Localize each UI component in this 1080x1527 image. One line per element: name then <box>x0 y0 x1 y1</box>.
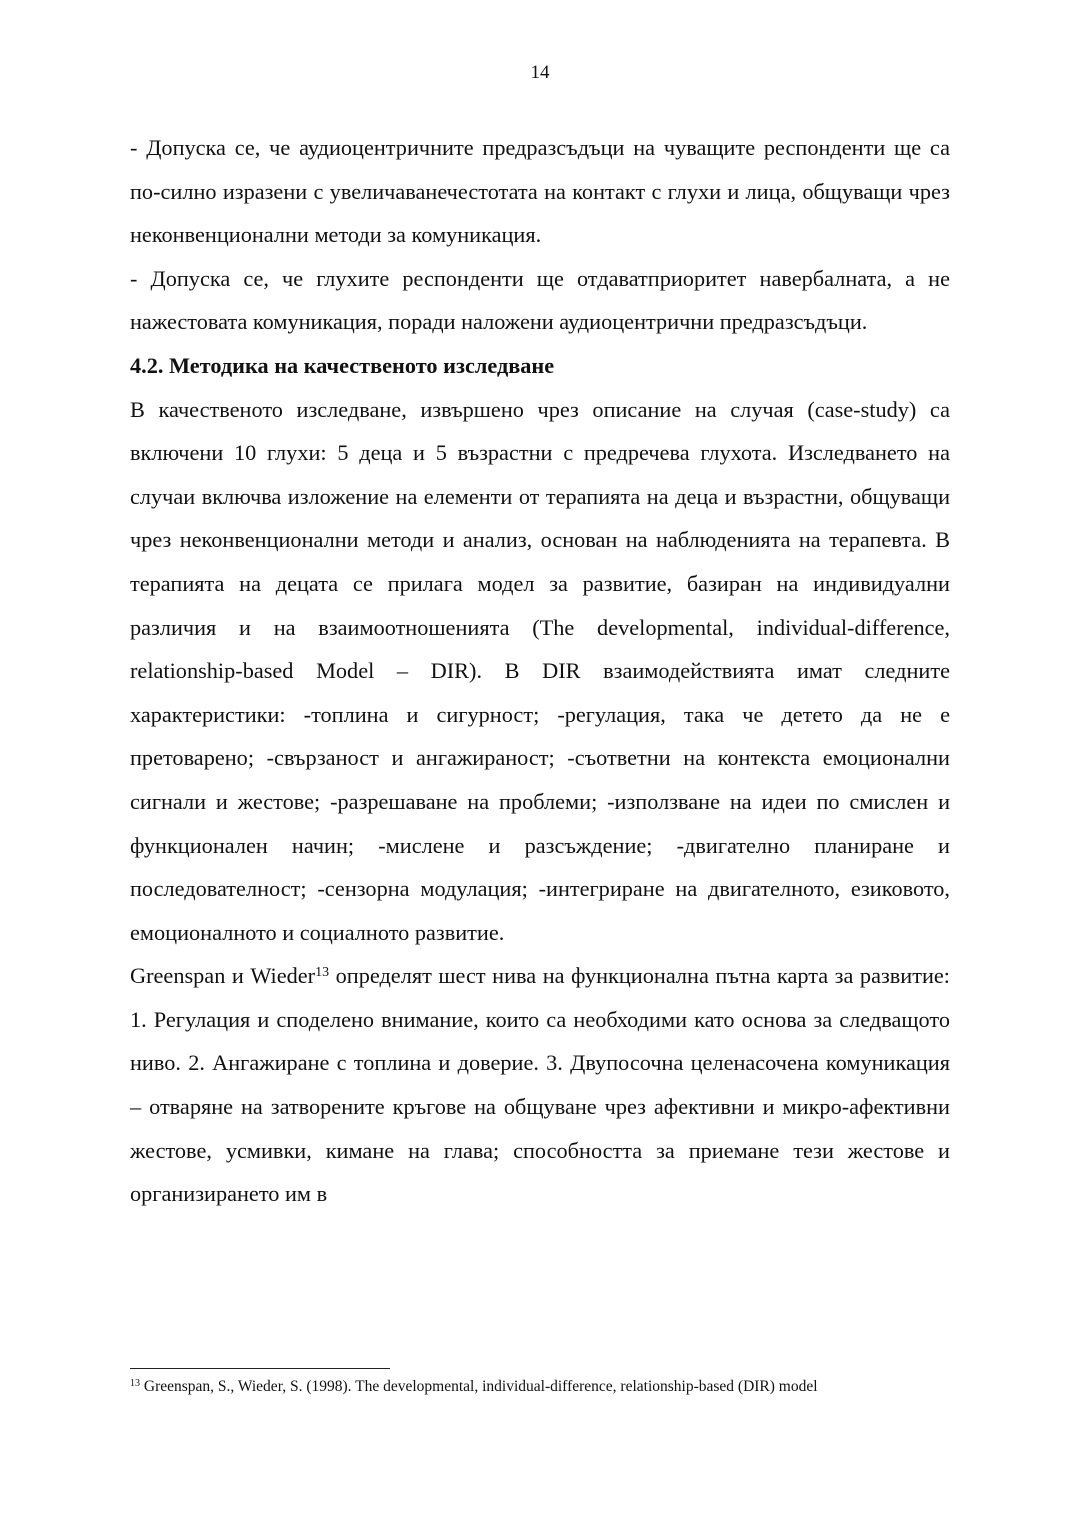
method-paragraph: В качественото изследване, извършено чрез описание на случая (case-study) са включени 10 глухи: 5 деца и 5 възрастни с предречева глухота. Изследването на случаи включва изложение на елементи от терапията на деца и възрастни, общуващи чрез неконвенционални методи и анализ, основан на наблюденията на терапевта. В терапията на децата се прилага модел за развитие, базиран на индивидуални различия и на взаимоотношенията (The developmental, individual-difference, relationship-based Model – DIR). В DIR взаимодействията имат следните характеристики: -топлина и сигурност; -регулация, така че детето да не е претоварено; -свързаност и ангажираност; -съответни на контекста емоционални сигнали и жестове; -разрешаване на проблеми; -използване на идеи по смислен и функционален начин; -мислене и разсъждение; -двигателно планиране и последователност; -сензорна модулация; -интегриране на двигателното, езиковото, емоционалното и социалното развитие. <box>130 396 950 945</box>
levels-paragraph <box>130 954 950 1216</box>
section-heading: 4.2. Методика на качественото изследване <box>130 352 555 378</box>
page-number: 14 <box>530 62 550 83</box>
footnote <box>130 1377 970 1397</box>
footnote-reference[interactable]: 13 <box>315 965 330 981</box>
footnote-text: Greenspan, S., Wieder, S. (1998). The developmental, individual-difference, relationship-based (DIR) model <box>140 1378 818 1395</box>
levels-paragraph-start: Greenspan и Wieder <box>130 963 316 989</box>
footnote-divider <box>130 1368 390 1369</box>
hypothesis-paragraph-2: - Допуска се, че глухите респонденти ще отдаватприоритет навербалната, а не нажестовата комуникация, поради наложени аудиоцентрични предразсъдъци. <box>130 265 950 335</box>
footnote-number: 13 <box>130 1378 140 1389</box>
levels-paragraph-rest: определят шест нива на функционална пътна карта за развитие: 1. Регулация и споделено внимание, които са необходими като основа за следващото ниво. 2. Ангажиране с топлина и доверие. 3. Двупосочна целенасочена комуникация – отваряне на затворените кръгове на общуване чрез афективни и микро-афективни жестове, усмивки, кимане на глава; способността за приемане тези жестове и организирането им в <box>130 963 950 1207</box>
document-body <box>130 126 950 1216</box>
hypothesis-paragraph-1: - Допуска се, че аудиоцентричните предразсъдъци на чуващите респонденти ще са по-силно изразени с увеличаванечестотата на контакт с глухи и лица, общуващи чрез неконвенционални методи за комуникация. <box>130 135 950 248</box>
